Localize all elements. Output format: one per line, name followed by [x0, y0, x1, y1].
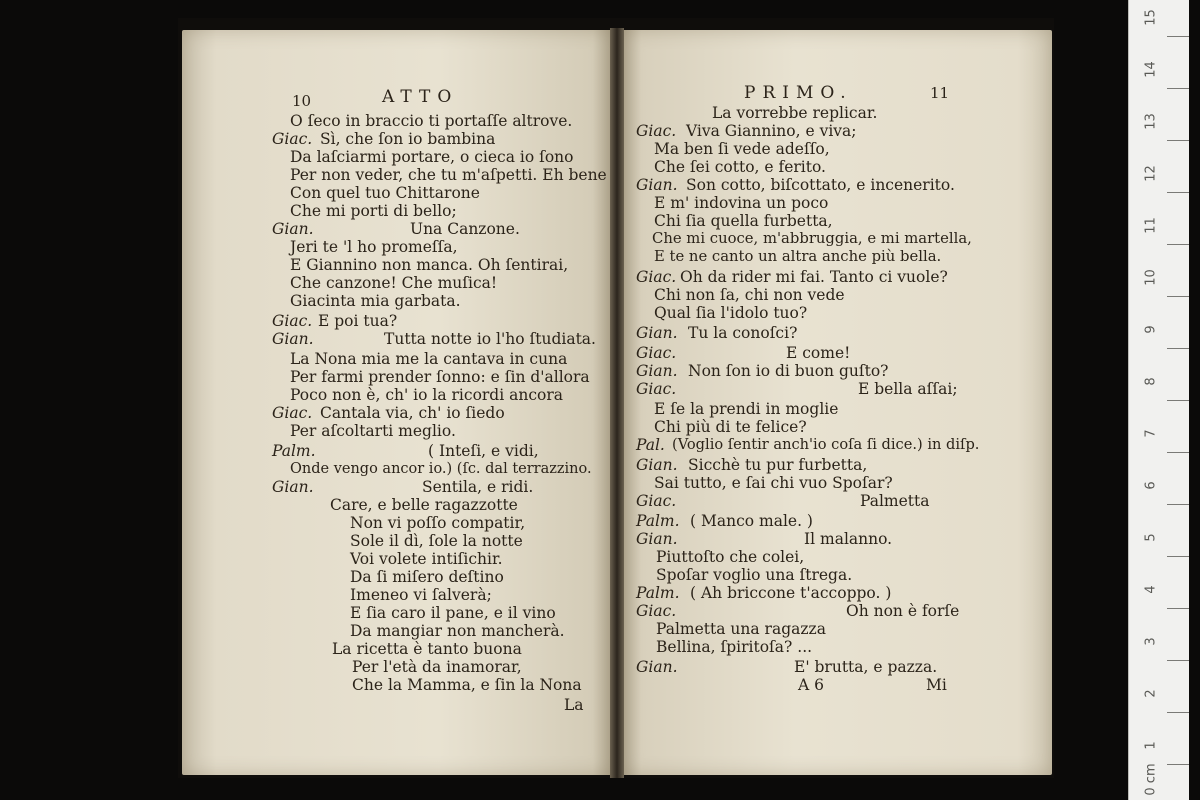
ruler-label: 12 — [1143, 165, 1159, 182]
right-line-speaker: Gian. — [636, 530, 678, 548]
right-line-text: (Voglio ſentir anch'io coſa ſi dice.) in diſp. — [672, 436, 980, 453]
right-line-text: Tu la conoſci? — [688, 324, 798, 342]
right-line-text: Viva Giannino, e viva; — [686, 122, 857, 140]
left-line-speaker: Giac. — [272, 130, 313, 148]
left-line-text: Per non veder, che tu m'aſpetti. Eh bene — [290, 166, 607, 184]
right-line-text: Spoſar voglio una ſtrega. — [656, 566, 853, 584]
left-line-text: ( Inteſi, e vidi, — [428, 442, 539, 460]
left-line-text: Jeri te 'l ho promeſſa, — [290, 238, 458, 256]
left-line-text: Per l'età da inamorar, — [352, 658, 522, 676]
left-line-speaker: Giac. — [272, 312, 313, 330]
left-line-text: Per aſcoltarti meglio. — [290, 422, 456, 440]
left-line-speaker: Gian. — [272, 478, 314, 496]
right-page-header: PRIMO. — [744, 83, 853, 103]
left-line-speaker: Palm. — [272, 442, 316, 460]
right-line-text: Chi ſia quella furbetta, — [654, 212, 833, 230]
ruler-label: 15 — [1143, 9, 1159, 26]
right-line-speaker: Giac. — [636, 344, 677, 362]
ruler-tick — [1167, 660, 1189, 661]
ruler-label: 3 — [1143, 637, 1159, 646]
right-line-speaker: Gian. — [636, 658, 678, 676]
left-line-text: Per farmi prender ſonno: e ſin d'allora — [290, 368, 590, 386]
ruler-tick — [1167, 556, 1189, 557]
right-line-text: ( Manco male. ) — [690, 512, 813, 530]
ruler-tick — [1167, 36, 1189, 37]
right-line-text: Son cotto, biſcottato, e incenerito. — [686, 176, 955, 194]
right-line-speaker: Giac. — [636, 492, 677, 510]
left-line-text: Una Canzone. — [410, 220, 520, 238]
left-line-text: Giacinta mia garbata. — [290, 292, 461, 310]
ruler-label: 7 — [1143, 429, 1159, 438]
left-page-number: 10 — [292, 92, 312, 110]
right-line-text: E m' indovina un poco — [654, 194, 829, 212]
right-line-text: Ma ben ſi vede adeſſo, — [654, 140, 830, 158]
left-line-text: Care, e belle ragazzotte — [330, 496, 518, 514]
book-gutter — [610, 28, 624, 778]
right-line-text: Palmetta — [860, 492, 930, 510]
right-line-text: Il malanno. — [804, 530, 893, 548]
right-line-text: Non ſon io di buon guſto? — [688, 362, 889, 380]
right-line-speaker: Gian. — [636, 456, 678, 474]
left-line-text: Non vi poſſo compatir, — [350, 514, 526, 532]
right-line-text: Oh non è forſe — [846, 602, 960, 620]
measuring-ruler — [1128, 0, 1189, 800]
left-line-text: Imeneo vi ſalverà; — [350, 586, 492, 604]
ruler-label: 5 — [1143, 533, 1159, 542]
ruler-label: 14 — [1143, 61, 1159, 78]
right-line-speaker: Gian. — [636, 176, 678, 194]
left-line-text: Onde vengo ancor io.) (ſc. dal terrazzino. — [290, 461, 592, 477]
ruler-label: 13 — [1143, 113, 1159, 130]
ruler-unit-label: 0 cm — [1143, 763, 1159, 796]
right-line-text: Palmetta una ragazza — [656, 620, 826, 638]
left-line-text: Che mi porti di bello; — [290, 202, 457, 220]
right-line-speaker: Gian. — [636, 362, 678, 380]
left-line-speaker: Gian. — [272, 330, 314, 348]
right-line-speaker: Giac. — [636, 122, 677, 140]
ruler-tick — [1167, 88, 1189, 89]
right-line-text: Chi più di te felice? — [654, 418, 807, 436]
ruler-label: 10 — [1143, 269, 1159, 286]
left-line-text: Da mangiar non mancherà. — [350, 622, 565, 640]
right-line-speaker: Giac. — [636, 268, 677, 286]
left-line-text: Da laſciarmi portare, o cieca io ſono — [290, 148, 574, 166]
ruler-tick — [1167, 192, 1189, 193]
right-line-speaker: Giac. — [636, 380, 677, 398]
right-line-text: E come! — [786, 344, 851, 362]
ruler-tick — [1167, 608, 1189, 609]
left-line-text: Con quel tuo Chittarone — [290, 184, 480, 202]
left-line-text: La ricetta è tanto buona — [332, 640, 522, 658]
ruler-tick — [1167, 400, 1189, 401]
right-line-speaker: Giac. — [636, 602, 677, 620]
right-catchword: Mi — [926, 676, 947, 694]
right-line-speaker: Pal. — [636, 436, 665, 454]
right-line-text: E bella aſſai; — [858, 380, 958, 398]
right-signature-mark: A 6 — [798, 676, 824, 694]
left-line-text: Che canzone! Che muſica! — [290, 274, 498, 292]
ruler-tick — [1167, 244, 1189, 245]
left-line-text: Che la Mamma, e ſin la Nona — [352, 676, 582, 694]
ruler-tick — [1167, 348, 1189, 349]
ruler-label: 1 — [1143, 741, 1159, 750]
ruler-label: 11 — [1143, 217, 1159, 234]
ruler-label: 8 — [1143, 377, 1159, 386]
right-line-text: Chi non ſa, chi non vede — [654, 286, 845, 304]
left-catchword: La — [564, 696, 584, 714]
right-line-text: La vorrebbe replicar. — [712, 104, 878, 122]
left-line-text: Sole il dì, ſole la notte — [350, 532, 523, 550]
right-line-text: Sai tutto, e ſai chi vuo Spoſar? — [654, 474, 893, 492]
right-page-number: 11 — [930, 84, 950, 102]
ruler-label: 9 — [1143, 325, 1159, 334]
right-line-speaker: Palm. — [636, 512, 680, 530]
left-line-text: Tutta notte io l'ho ſtudiata. — [384, 330, 596, 348]
right-line-text: E' brutta, e pazza. — [794, 658, 938, 676]
right-line-speaker: Gian. — [636, 324, 678, 342]
ruler-tick — [1167, 452, 1189, 453]
ruler-tick — [1167, 140, 1189, 141]
left-line-speaker: Gian. — [272, 220, 314, 238]
left-line-speaker: Giac. — [272, 404, 313, 422]
left-line-text: O ſeco in braccio ti portaſſe altrove. — [290, 112, 573, 130]
left-line-text: E poi tua? — [318, 312, 398, 330]
right-line-text: ( Ah briccone t'accoppo. ) — [690, 584, 892, 602]
ruler-tick — [1167, 296, 1189, 297]
right-line-text: E ſe la prendi in moglie — [654, 400, 839, 418]
left-line-text: Voi volete intiſichir. — [350, 550, 503, 568]
left-line-text: E Giannino non manca. Oh ſentirai, — [290, 256, 569, 274]
ruler-tick — [1167, 504, 1189, 505]
ruler-tick — [1167, 712, 1189, 713]
ruler-label: 4 — [1143, 585, 1159, 594]
right-line-speaker: Palm. — [636, 584, 680, 602]
left-page-header: ATTO — [382, 87, 459, 107]
right-line-text: Sicchè tu pur furbetta, — [688, 456, 868, 474]
right-line-text: Bellina, ſpiritoſa? ... — [656, 638, 813, 656]
ruler-tick — [1167, 764, 1189, 765]
right-line-text: Che mi cuoce, m'abbruggia, e mi martella, — [652, 230, 972, 247]
right-line-text: Piuttoſto che colei, — [656, 548, 805, 566]
left-line-text: Sentila, e ridi. — [422, 478, 534, 496]
left-line-text: E ſia caro il pane, e il vino — [350, 604, 556, 622]
right-line-text: Qual ſia l'idolo tuo? — [654, 304, 808, 322]
left-line-text: Cantala via, ch' io ſiedo — [320, 404, 505, 422]
right-line-text: E te ne canto un altra anche più bella. — [654, 248, 942, 265]
ruler-label: 6 — [1143, 481, 1159, 490]
left-line-text: Sì, che ſon io bambina — [320, 130, 496, 148]
right-line-text: Oh da rider mi fai. Tanto ci vuole? — [680, 268, 948, 286]
ruler-label: 2 — [1143, 689, 1159, 698]
right-line-text: Che ſei cotto, e ferito. — [654, 158, 826, 176]
left-line-text: La Nona mia me la cantava in cuna — [290, 350, 568, 368]
left-line-text: Da ſi miſero deſtino — [350, 568, 504, 586]
left-line-text: Poco non è, ch' io la ricordi ancora — [290, 386, 563, 404]
